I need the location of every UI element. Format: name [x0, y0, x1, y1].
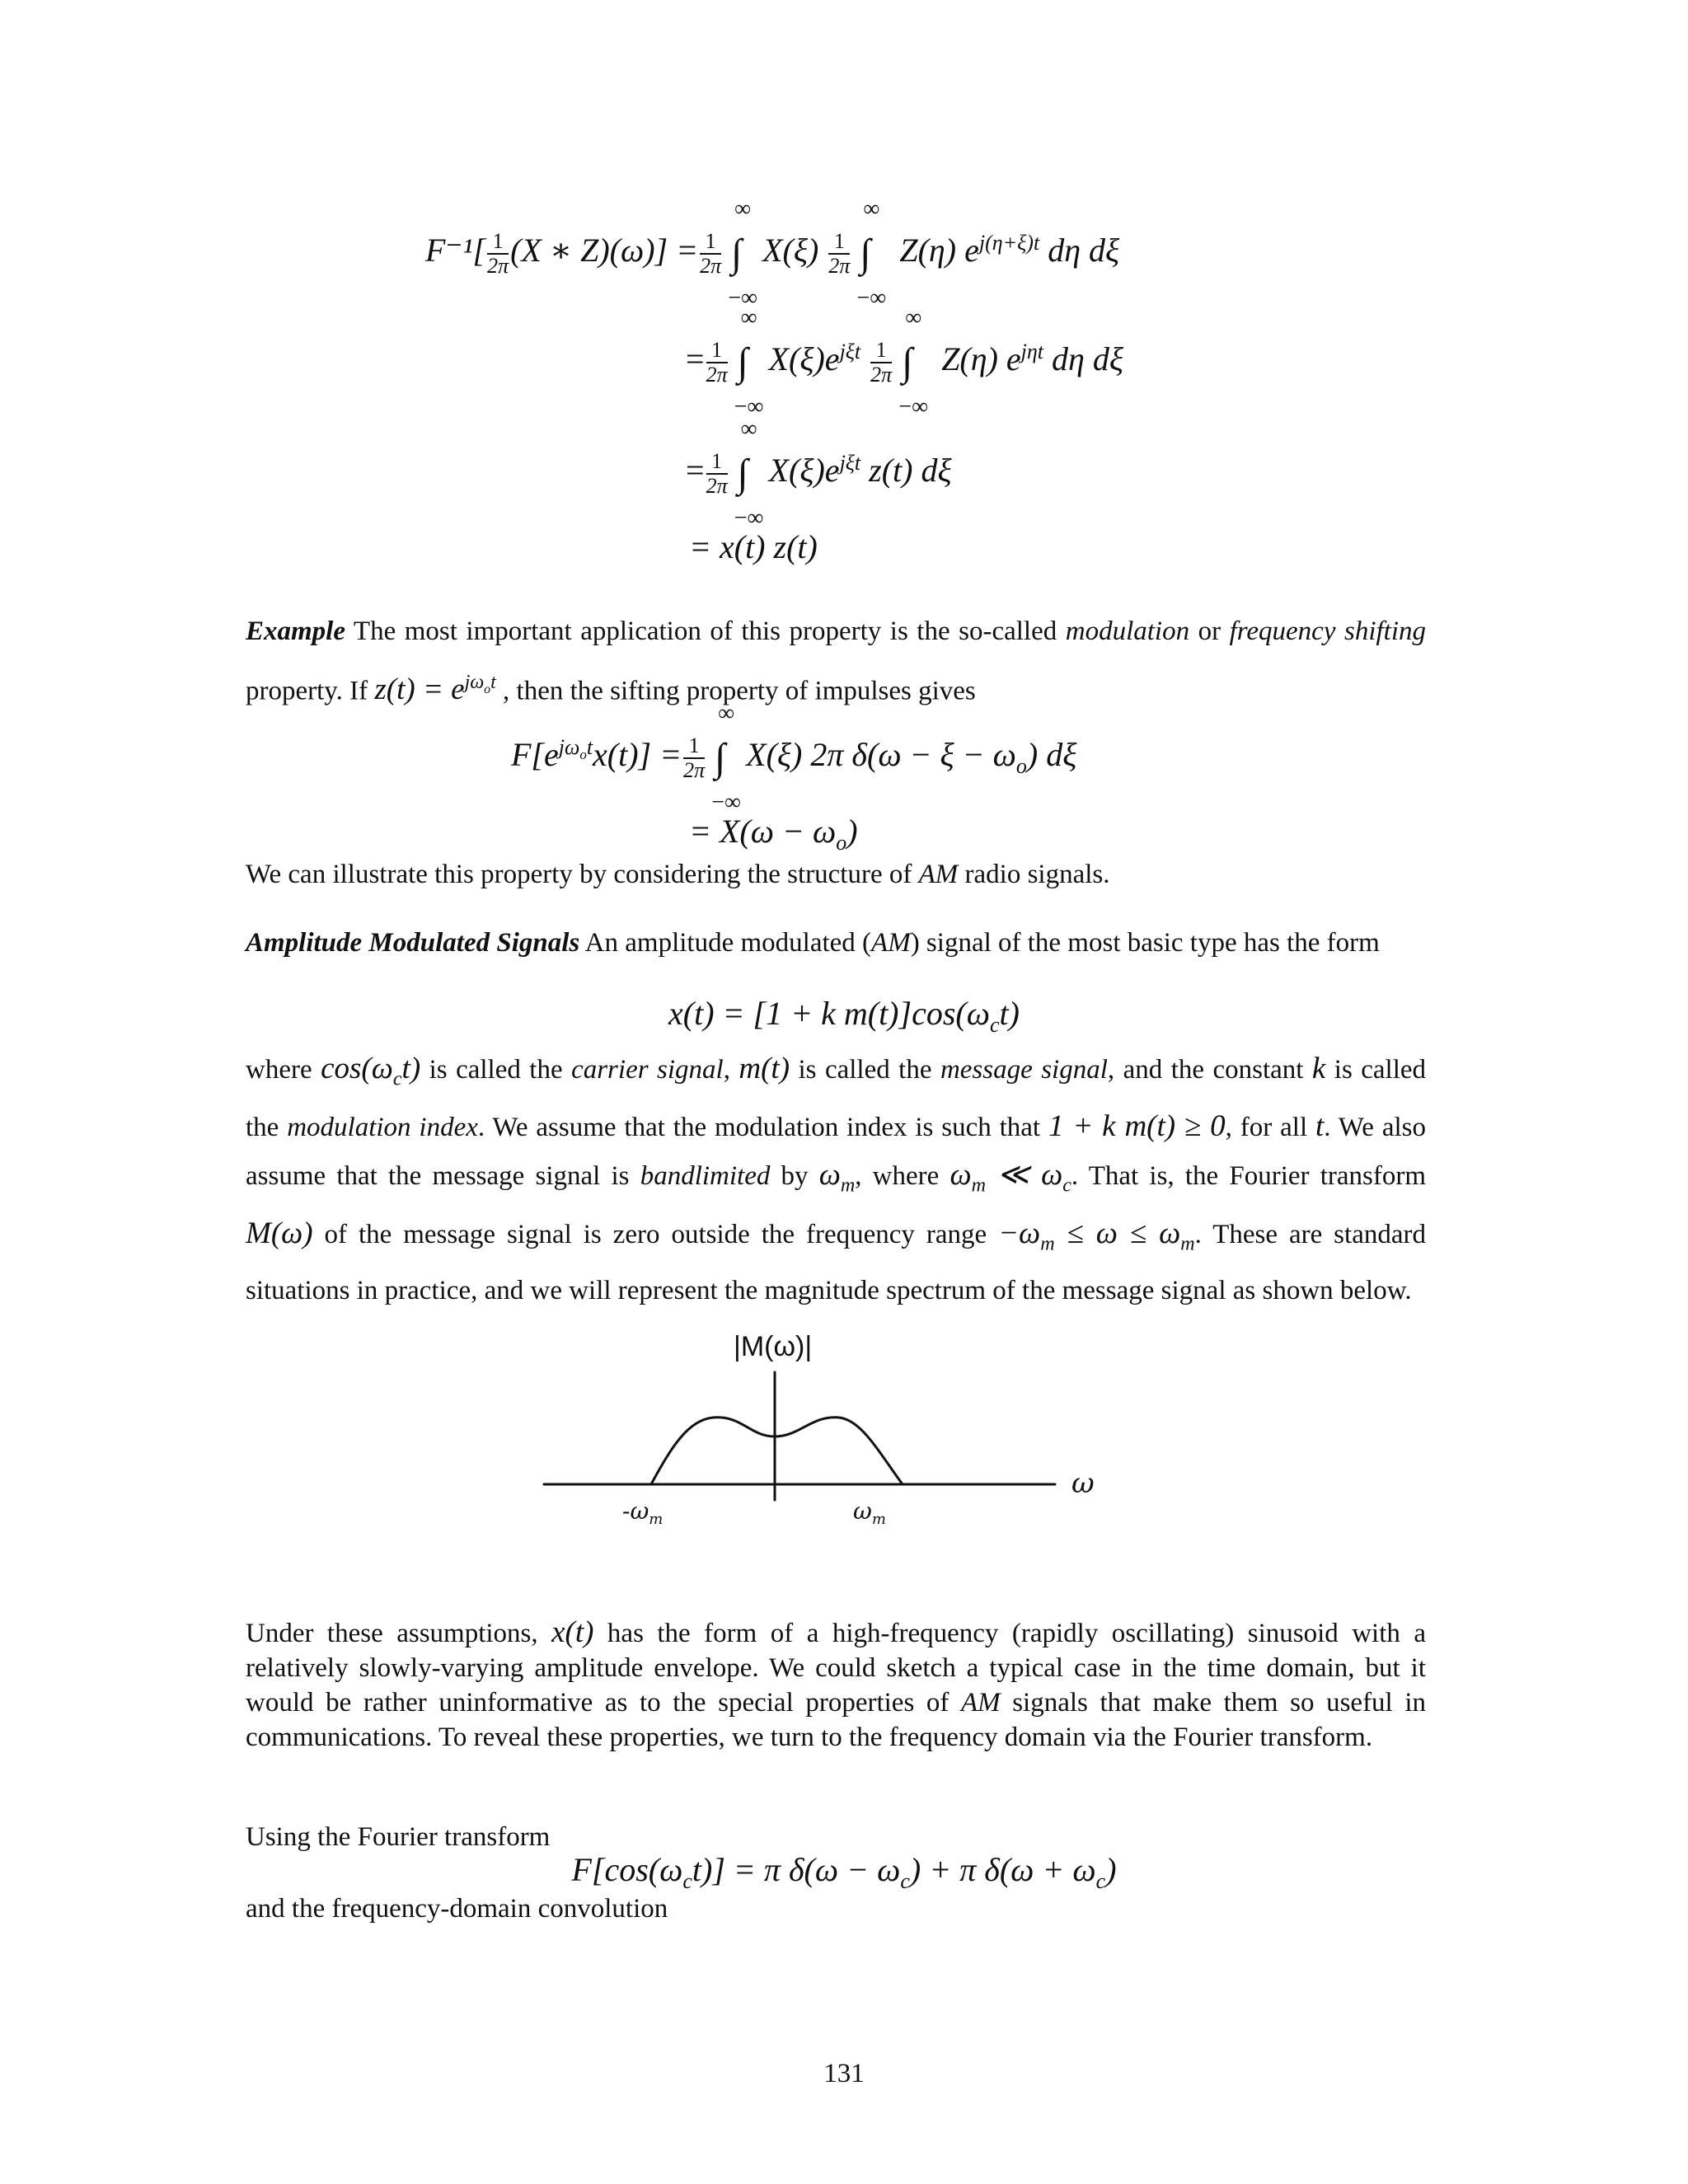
z-equation: $z(t) = e^{j\omega_ot}$: [374, 672, 496, 707]
eq1-lhs-rest: (X ∗ Z)(ω)] =: [510, 232, 699, 269]
message-spectrum-figure: [528, 1323, 1154, 1545]
assumptions-paragraph: Under these assumptions, x(t) has the form of a high-frequency (rapidly oscillating) sinusoid with a relatively slowly-varying amplitude envelope. We could sketch a typical case in the time domain, but it would be rather uninformative as to the special properties of AM signals that make them so useful in communications. To reveal these properties, we turn to the frequency domain via the Fourier transform.: [246, 1615, 1427, 1752]
eq3-x: X(ξ)e: [768, 452, 840, 490]
integral-sign: ∞ ∫ −∞: [734, 305, 764, 419]
example-paragraph: Example The most important application of this property is the so-called modulation or frequency shifting property. If $z(t) = e^{j\omega_ot}$ , then the sifting property of impulses gives: [246, 616, 1427, 707]
integral-sign: ∞ ∫ −∞: [711, 701, 742, 815]
neg-omega-m-label: $-\omega_m$: [622, 1497, 663, 1528]
fraction: $\frac{1}{2\pi}$: [683, 733, 706, 782]
fraction: $\frac{1}{2\pi}$: [706, 338, 728, 387]
spectrum-curve: [651, 1418, 903, 1484]
equation-line-3: = $\frac{1}{2\pi}$ ∞ ∫ −∞ $X(\xi)e^{j\xi t}$ z(t) dξ: [686, 416, 952, 531]
eq2-x-sup: jξt: [839, 339, 861, 363]
am-equation: x(t) = [1 + k $m(t)]\cos(\omega_ct)$: [668, 995, 1020, 1037]
integral-sign: ∞ ∫ −∞: [898, 305, 929, 419]
pos-omega-m-label: $\omega_m$: [853, 1497, 886, 1528]
integral-sign: ∞ ∫ −∞: [856, 196, 887, 311]
eq2-z-sup: jηt: [1020, 339, 1044, 363]
eq3-x-sup: jξt: [839, 450, 861, 475]
convolution-paragraph: and the frequency-domain convolution: [246, 1894, 668, 1924]
equation-line-4: = x(t) z(t): [689, 528, 818, 565]
equation-line-2: = $\frac{1}{2\pi}$ ∞ ∫ −∞ $X(\xi)e^{j\xi t}$ $\frac{1}{2\pi}$ ∞ ∫ −∞ Z(η) $e^{j\eta t}$ dη dξ: [686, 305, 1124, 419]
equation-shift: $F[e^{j\omega_ot}x(t)]$ = $\frac{1}{2\pi}$ ∞ ∫ −∞ X(ξ) 2π $\delta(\omega - \xi - \omega_o)$ dξ: [511, 701, 1077, 815]
am-heading: Amplitude Modulated Signals: [246, 928, 580, 958]
illustrate-paragraph: We can illustrate this property by considering the structure of AM radio signals.: [246, 860, 1110, 889]
fraction: $\frac{1}{2\pi}$: [706, 449, 728, 498]
eq1-z: Z(η) e: [899, 232, 979, 269]
magnitude-label: |M(ω)|: [734, 1331, 813, 1362]
am-paragraph: Amplitude Modulated Signals An amplitude modulated (AM) signal of the most basic type has the form: [246, 928, 1380, 958]
equation-line-1: [425, 196, 1119, 312]
fraction: $\frac{1}{2\pi}$: [487, 229, 509, 278]
cos-transform-equation: $F[\cos(\omega_ct)] = \pi$ $\delta(\omega - \omega_c) + \pi$ $\delta(\omega + \omega_c)$: [571, 1851, 1117, 1893]
integral-sign: ∞ ∫ −∞: [728, 196, 757, 311]
fraction: $\frac{1}{2\pi}$: [700, 229, 722, 278]
equation-shift-result: = $X(\omega - \omega_o)$: [689, 813, 858, 855]
fraction: $\frac{1}{2\pi}$: [870, 338, 893, 387]
eq2-d: dη dξ: [1052, 340, 1124, 378]
eq1-d: dη dξ: [1048, 232, 1120, 269]
eq1-z-sup: j(η+ξ)t: [978, 230, 1040, 255]
integral-sign: ∞ ∫ −∞: [734, 416, 764, 531]
eq3-rest: z(t) dξ: [869, 452, 952, 490]
where-paragraph: where $\cos(\omega_ct)$ is called the carrier signal, m(t) is called the message signal, and the constant k is called the modulation index. We assume that the modulation index is such that 1 + k m(t) ≥ 0, for all t. We also assume that the message signal is bandlimited by $\omega_m$, where $\omega_m$ ≪ $\omega_c$. That is, the Fourier transform M(ω) of the message signal is zero outside the frequency range $-\omega_m \le \omega \le \omega_m$. These are standard situations in practice, and we will represent the magnitude spectrum of the message signal as shown below.: [246, 1052, 1427, 1306]
eq2-x: X(ξ)e: [768, 340, 840, 378]
page-number: 131: [823, 2059, 865, 2088]
eq1-x: X(ξ): [762, 232, 819, 269]
eq1-lhs: F⁻¹[: [425, 232, 486, 269]
using-paragraph: Using the Fourier transform: [246, 1822, 551, 1852]
fraction: $\frac{1}{2\pi}$: [828, 229, 851, 278]
omega-axis-label: ω: [1071, 1467, 1095, 1500]
eq2-z: Z(η) e: [941, 340, 1021, 378]
example-heading: Example: [246, 616, 345, 646]
